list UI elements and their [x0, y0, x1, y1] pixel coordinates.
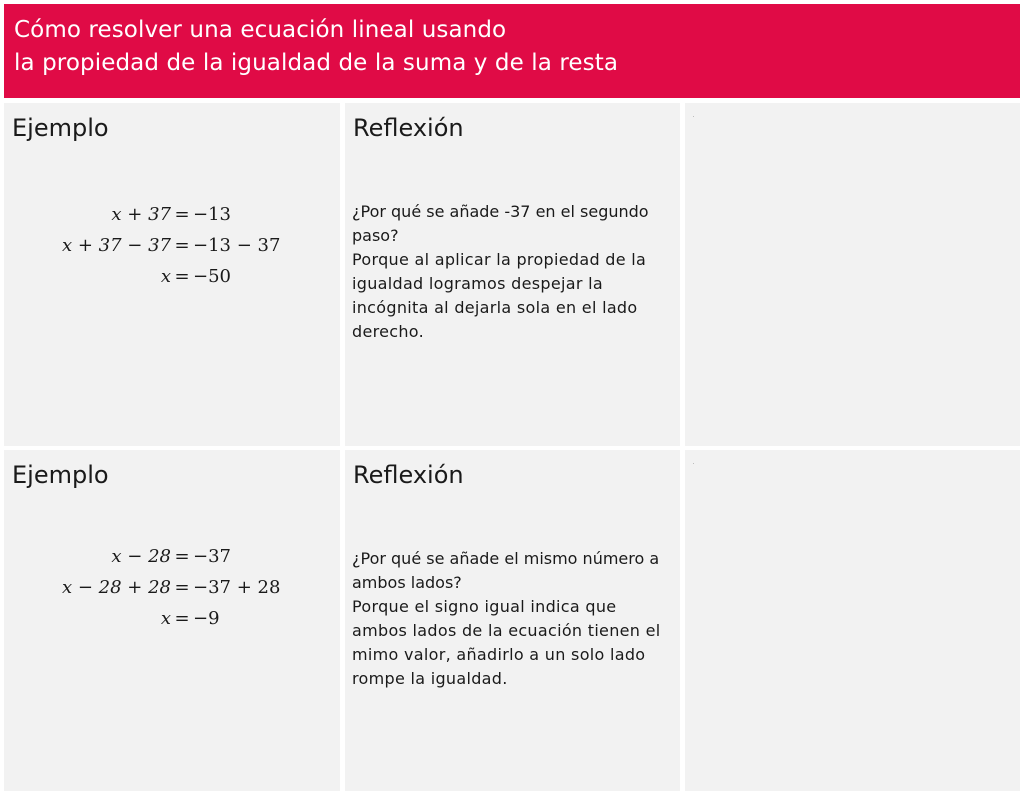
reflection-question: ¿Por qué se añade el mismo número a ambos lados?: [352, 549, 660, 592]
equation-lhs: x + 37 − 37: [61, 235, 171, 256]
equation-lhs: x + 37: [111, 204, 171, 225]
equation-lhs: x − 28: [111, 546, 171, 567]
equation-lhs: x − 28 + 28: [61, 577, 171, 598]
example-cell-2: [4, 450, 340, 791]
equation-row: [4, 541, 340, 572]
reflection-text: [352, 200, 672, 344]
equation-row: [4, 572, 340, 603]
equation-rhs: −37: [193, 546, 231, 567]
equals-sign: =: [174, 546, 190, 567]
equation-rhs: −50: [193, 266, 231, 287]
example-title: Ejemplo: [12, 114, 109, 142]
notes-cell-2: [685, 450, 1020, 791]
reflection-cell-2: [345, 450, 680, 791]
empty-mark: [693, 116, 694, 117]
equation-rhs: −13: [193, 204, 231, 225]
reflection-answer: Porque al aplicar la propiedad de la igualdad logramos despejar la incógnita al dejarla sola en el lado derecho.: [352, 250, 647, 341]
equation-block-1: [4, 199, 340, 292]
reflection-answer: Porque el signo igual indica que ambos lados de la ecuación tienen el mimo valor, añadirlo a un solo lado rompe la igualdad.: [352, 597, 661, 688]
example-cell-1: [4, 103, 340, 446]
header-title-line-1: Cómo resolver una ecuación lineal usando: [14, 17, 507, 43]
equation-rhs: −13 − 37: [193, 235, 281, 256]
equation-row: [4, 603, 340, 634]
reflection-text: [352, 547, 672, 691]
equation-row: [4, 230, 340, 261]
equals-sign: =: [174, 235, 190, 256]
reflection-title: Reflexión: [353, 114, 464, 142]
equals-sign: =: [174, 608, 190, 629]
equation-lhs: x: [160, 608, 171, 629]
equation-lhs: x: [160, 266, 171, 287]
equation-block-2: [4, 541, 340, 634]
reflection-cell-1: [345, 103, 680, 446]
equation-rhs: −37 + 28: [193, 577, 281, 598]
equation-row: [4, 261, 340, 292]
equals-sign: =: [174, 204, 190, 225]
example-title: Ejemplo: [12, 461, 109, 489]
equation-rhs: −9: [193, 608, 220, 629]
empty-mark: [693, 463, 694, 464]
reflection-title: Reflexión: [353, 461, 464, 489]
page-header: [4, 4, 1020, 98]
notes-cell-1: [685, 103, 1020, 446]
equation-row: [4, 199, 340, 230]
equals-sign: =: [174, 577, 190, 598]
reflection-question: ¿Por qué se añade -37 en el segundo paso?: [352, 202, 649, 245]
header-title-line-2: la propiedad de la igualdad de la suma y de la resta: [14, 50, 619, 76]
equals-sign: =: [174, 266, 190, 287]
